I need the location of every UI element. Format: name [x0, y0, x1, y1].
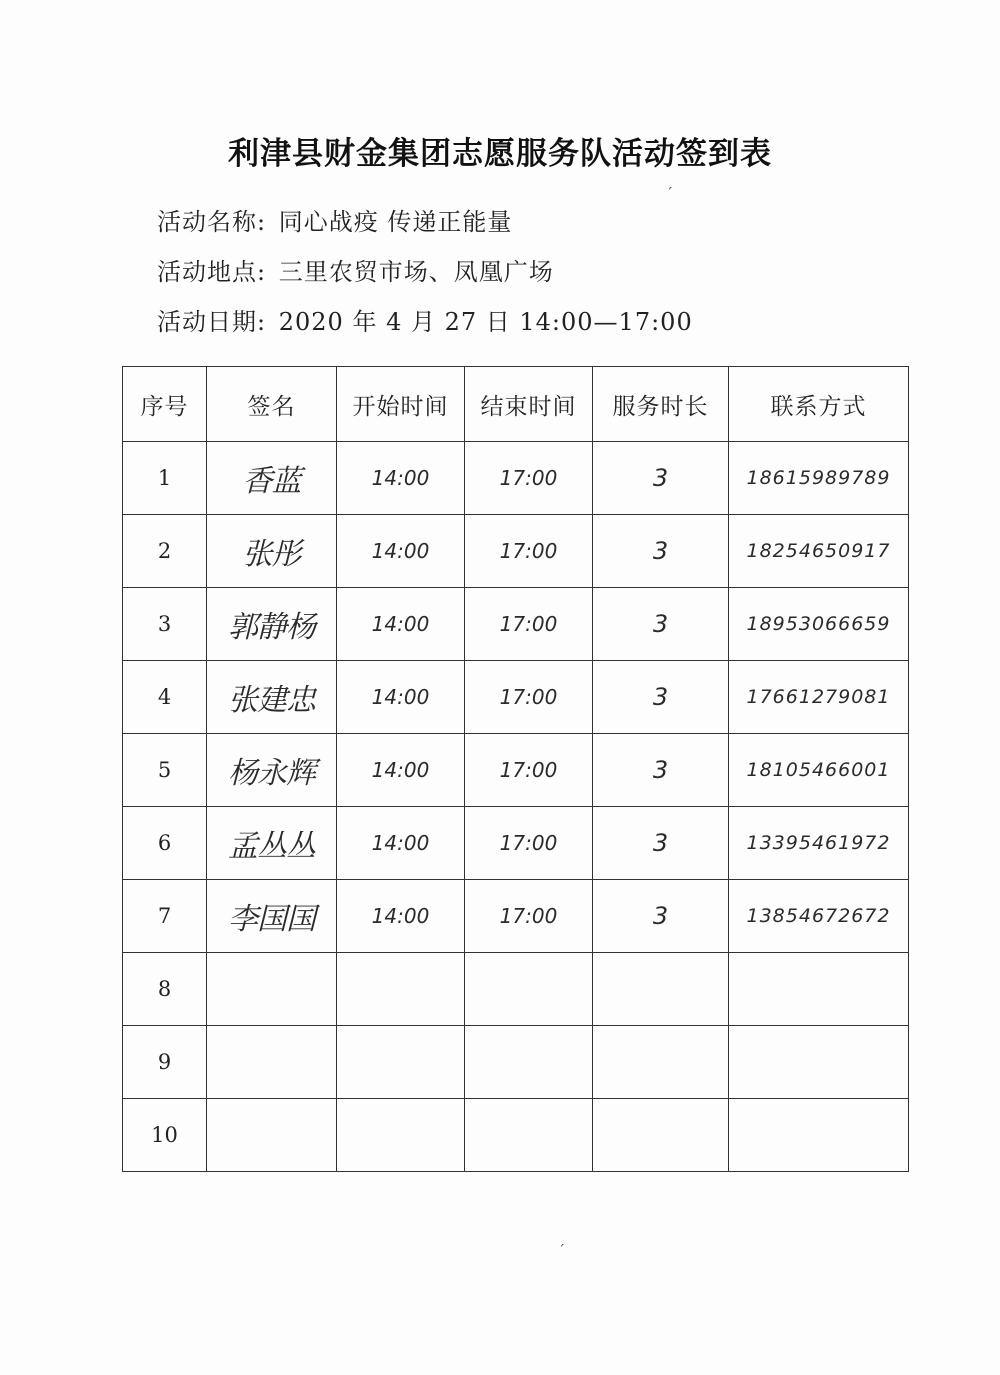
row-end-time: [465, 1099, 593, 1172]
row-signature: [207, 953, 337, 1026]
row-index: 1: [123, 442, 207, 515]
table-row: [123, 442, 909, 515]
row-index: 10: [123, 1099, 207, 1172]
row-start-time: 14:00: [337, 588, 465, 661]
row-contact: 18953066659: [729, 588, 909, 661]
activity-place-value: 三里农贸市场、凤凰广场: [278, 258, 554, 286]
signin-table: [122, 366, 909, 1172]
table-row: [123, 661, 909, 734]
row-signature: 香蓝: [207, 442, 337, 515]
row-signature: [207, 1026, 337, 1099]
row-start-time: 14:00: [337, 661, 465, 734]
activity-place-line: [157, 252, 554, 287]
table-row: [123, 953, 909, 1026]
row-end-time: 17:00: [465, 515, 593, 588]
table-row: [123, 1026, 909, 1099]
row-start-time: 14:00: [337, 442, 465, 515]
row-start-time: [337, 1099, 465, 1172]
row-end-time: 17:00: [465, 588, 593, 661]
header-contact: 联系方式: [729, 367, 909, 442]
row-start-time: 14:00: [337, 807, 465, 880]
row-contact: 13854672672: [729, 880, 909, 953]
activity-date-value: 2020 年 4 月 27 日 14:00—17:00: [278, 308, 693, 336]
row-index: 8: [123, 953, 207, 1026]
row-signature: 郭静杨: [207, 588, 337, 661]
row-duration: 3: [593, 661, 729, 734]
table-row: [123, 807, 909, 880]
row-end-time: 17:00: [465, 880, 593, 953]
row-duration: 3: [593, 442, 729, 515]
row-index: 4: [123, 661, 207, 734]
header-start-time: 开始时间: [337, 367, 465, 442]
row-start-time: 14:00: [337, 880, 465, 953]
row-index: 7: [123, 880, 207, 953]
activity-date-label: 活动日期:: [157, 308, 267, 336]
row-duration: [593, 1026, 729, 1099]
row-index: 9: [123, 1026, 207, 1099]
table-row: [123, 1099, 909, 1172]
row-index: 6: [123, 807, 207, 880]
row-contact: 18254650917: [729, 515, 909, 588]
row-end-time: [465, 953, 593, 1026]
table-header-row: [123, 367, 909, 442]
activity-name-value: 同心战疫 传递正能量: [278, 208, 513, 236]
row-duration: 3: [593, 588, 729, 661]
row-duration: 3: [593, 734, 729, 807]
ink-speck: ˊ: [558, 1243, 565, 1259]
row-signature: 张彤: [207, 515, 337, 588]
row-signature: [207, 1099, 337, 1172]
row-index: 3: [123, 588, 207, 661]
table-row: [123, 515, 909, 588]
table-row: [123, 734, 909, 807]
row-contact: 13395461972: [729, 807, 909, 880]
row-end-time: [465, 1026, 593, 1099]
row-start-time: 14:00: [337, 515, 465, 588]
row-start-time: 14:00: [337, 734, 465, 807]
row-end-time: 17:00: [465, 807, 593, 880]
table-row: [123, 880, 909, 953]
row-contact: [729, 1099, 909, 1172]
row-index: 2: [123, 515, 207, 588]
row-contact: [729, 1026, 909, 1099]
ink-speck: ˊ: [666, 186, 673, 202]
table-row: [123, 588, 909, 661]
activity-date-line: [157, 302, 693, 337]
header-signature: 签名: [207, 367, 337, 442]
row-start-time: [337, 1026, 465, 1099]
row-end-time: 17:00: [465, 734, 593, 807]
row-index: 5: [123, 734, 207, 807]
activity-place-label: 活动地点:: [157, 258, 267, 286]
row-signature: 杨永辉: [207, 734, 337, 807]
row-end-time: 17:00: [465, 661, 593, 734]
row-signature: 李国国: [207, 880, 337, 953]
row-duration: [593, 953, 729, 1026]
row-contact: 18105466001: [729, 734, 909, 807]
row-signature: 孟丛丛: [207, 807, 337, 880]
activity-name-line: [157, 202, 512, 237]
header-index: 序号: [123, 367, 207, 442]
document-title: 利津县财金集团志愿服务队活动签到表: [228, 136, 772, 172]
row-duration: 3: [593, 880, 729, 953]
row-end-time: 17:00: [465, 442, 593, 515]
header-end-time: 结束时间: [465, 367, 593, 442]
row-start-time: [337, 953, 465, 1026]
row-contact: [729, 953, 909, 1026]
row-duration: [593, 1099, 729, 1172]
row-contact: 18615989789: [729, 442, 909, 515]
row-duration: 3: [593, 515, 729, 588]
header-duration: 服务时长: [593, 367, 729, 442]
activity-name-label: 活动名称:: [157, 208, 267, 236]
row-duration: 3: [593, 807, 729, 880]
row-signature: 张建忠: [207, 661, 337, 734]
row-contact: 17661279081: [729, 661, 909, 734]
